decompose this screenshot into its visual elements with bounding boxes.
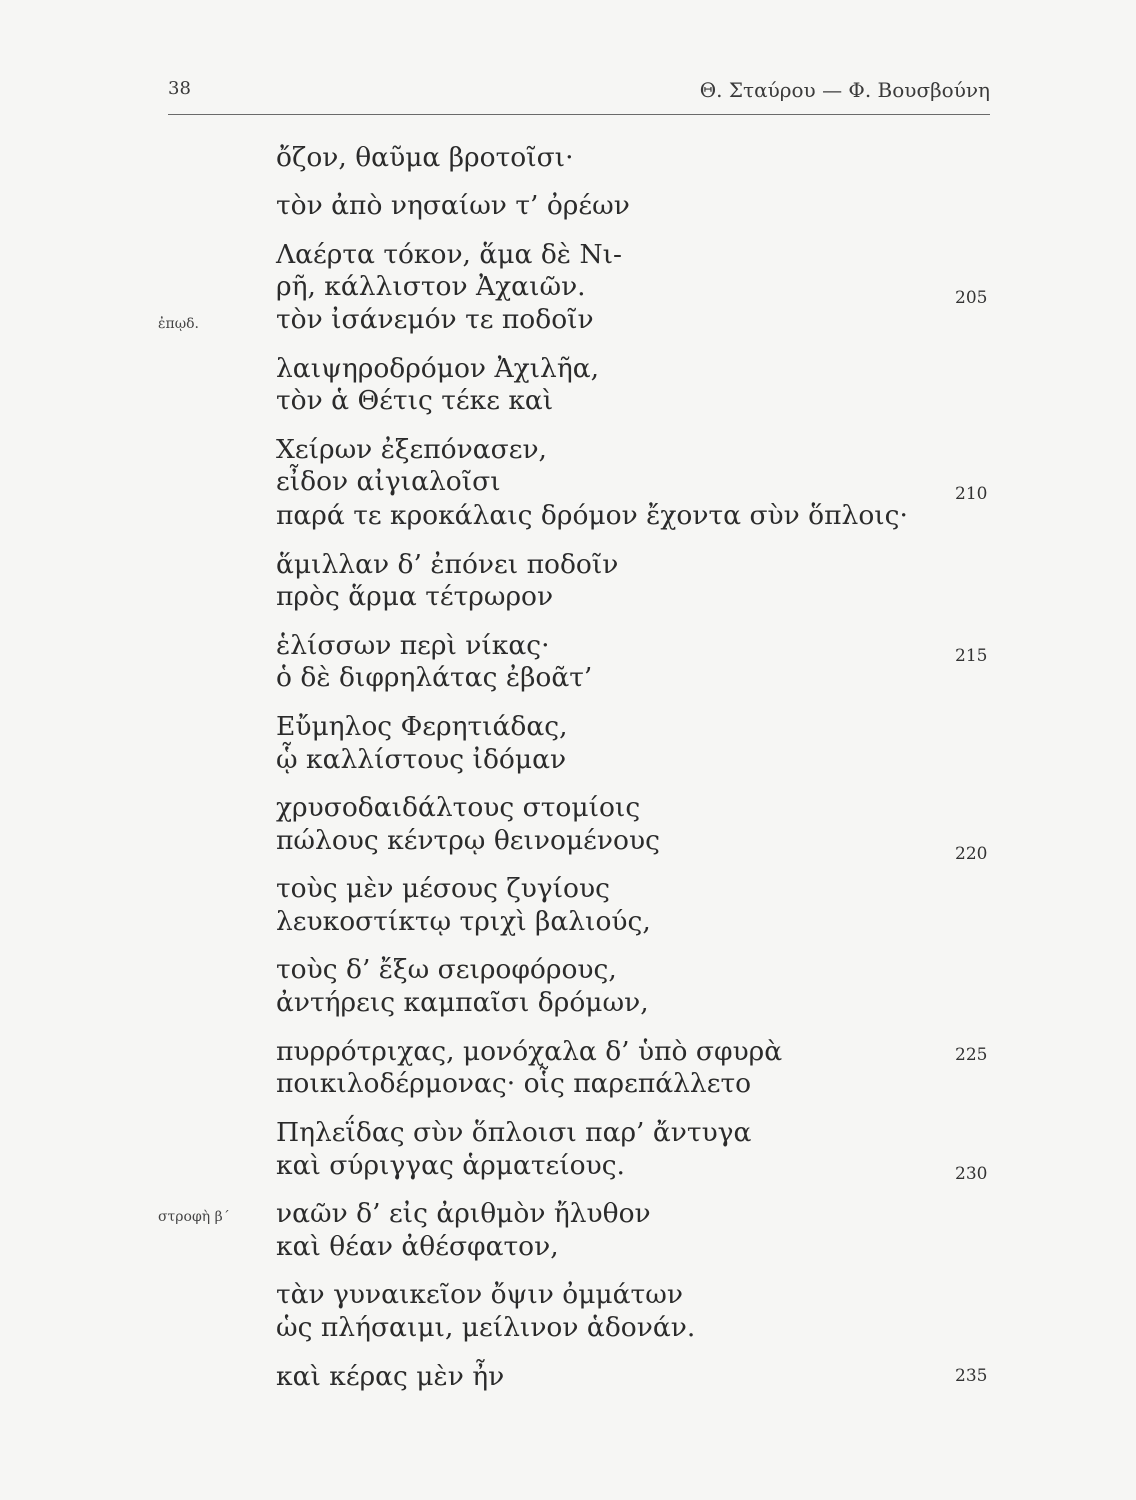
verse-line: ἅμιλλαν δ’ ἐπόνει ποδοῖν bbox=[276, 549, 619, 580]
verse-line: Εὔμηλος Φερητιάδας, bbox=[276, 711, 568, 742]
verse-line: παρά τε κροκάλαις δρόμον ἔχοντα σὺν ὅπλοις· bbox=[276, 500, 908, 531]
verse-line: καὶ θέαν ἀθέσφατον, bbox=[276, 1231, 559, 1262]
page-number: 38 bbox=[168, 78, 191, 99]
line-number: 220 bbox=[955, 844, 988, 864]
line-number: 225 bbox=[955, 1045, 988, 1065]
running-title: Θ. Σταύρου — Φ. Βουσβούνη bbox=[699, 78, 990, 102]
verse-line: καὶ κέρας μὲν ἦν bbox=[276, 1361, 505, 1392]
verse-line: τοὺς δ’ ἔξω σειροφόρους, bbox=[276, 954, 617, 985]
page-header bbox=[168, 78, 990, 115]
verse-line: ὄζον, θαῦμα βροτοῖσι· bbox=[276, 142, 574, 173]
verse-line: λαιψηροδρόμον Ἀχιλῆα, bbox=[276, 353, 600, 384]
verse-line: Πηλεΐδας σὺν ὅπλοισι παρ’ ἄντυγα bbox=[276, 1117, 752, 1148]
verse-line: ὡς πλήσαιμι, μείλινον ἁδονάν. bbox=[276, 1312, 696, 1343]
verse-line: ἑλίσσων περὶ νίκας· bbox=[276, 630, 550, 661]
margin-note-epode: ἐπῳδ. bbox=[158, 316, 200, 332]
verse-line: ναῶν δ’ εἰς ἀριθμὸν ἤλυθον bbox=[276, 1198, 651, 1229]
verse-line: ὁ δὲ διφρηλάτας ἐβοᾶτ’ bbox=[276, 662, 593, 693]
margin-note-strophe: στροφὴ β΄ bbox=[158, 1209, 230, 1225]
verse-line: λευκοστίκτῳ τριχὶ βαλιούς, bbox=[276, 906, 651, 937]
verse-line: τὰν γυναικεῖον ὄψιν ὀμμάτων bbox=[276, 1279, 683, 1310]
verse-line: ποικιλοδέρμονας· οἷς παρεπάλλετο bbox=[276, 1068, 752, 1099]
verse-line: ἀντήρεις καμπαῖσι δρόμων, bbox=[276, 987, 649, 1018]
verse-line: τοὺς μὲν μέσους ζυγίους bbox=[276, 873, 610, 904]
verse-line: Λαέρτα τόκον, ἅμα δὲ Νι- bbox=[276, 239, 622, 270]
verse-line: πρὸς ἅρμα τέτρωρον bbox=[276, 581, 554, 612]
verse-line: ρῆ, κάλλιστον Ἀχαιῶν. bbox=[276, 271, 586, 302]
verse-line: Χείρων ἐξεπόνασεν, bbox=[276, 434, 547, 465]
verse-line: πυρρότριχας, μονόχαλα δ’ ὑπὸ σφυρὰ bbox=[276, 1036, 783, 1067]
line-number: 230 bbox=[955, 1164, 988, 1184]
verse-line: τὸν ἀπὸ νησαίων τ’ ὀρέων bbox=[276, 190, 630, 221]
verse-line: τὸν ἁ Θέτις τέκε καὶ bbox=[276, 385, 554, 416]
line-number: 210 bbox=[955, 484, 988, 504]
verse-line: χρυσοδαιδάλτους στομίοις bbox=[276, 792, 641, 823]
verse-line: πώλους κέντρῳ θεινομένους bbox=[276, 825, 660, 856]
verse-line: τὸν ἰσάνεμόν τε ποδοῖν bbox=[276, 304, 594, 335]
verse-line: καὶ σύριγγας ἁρματείους. bbox=[276, 1150, 625, 1181]
line-number: 205 bbox=[955, 288, 988, 308]
line-number: 235 bbox=[955, 1366, 988, 1386]
line-number: 215 bbox=[955, 646, 988, 666]
verse-line: εἶδον αἰγιαλοῖσι bbox=[276, 466, 501, 497]
verse-line: ᾧ καλλίστους ἰδόμαν bbox=[276, 744, 567, 775]
